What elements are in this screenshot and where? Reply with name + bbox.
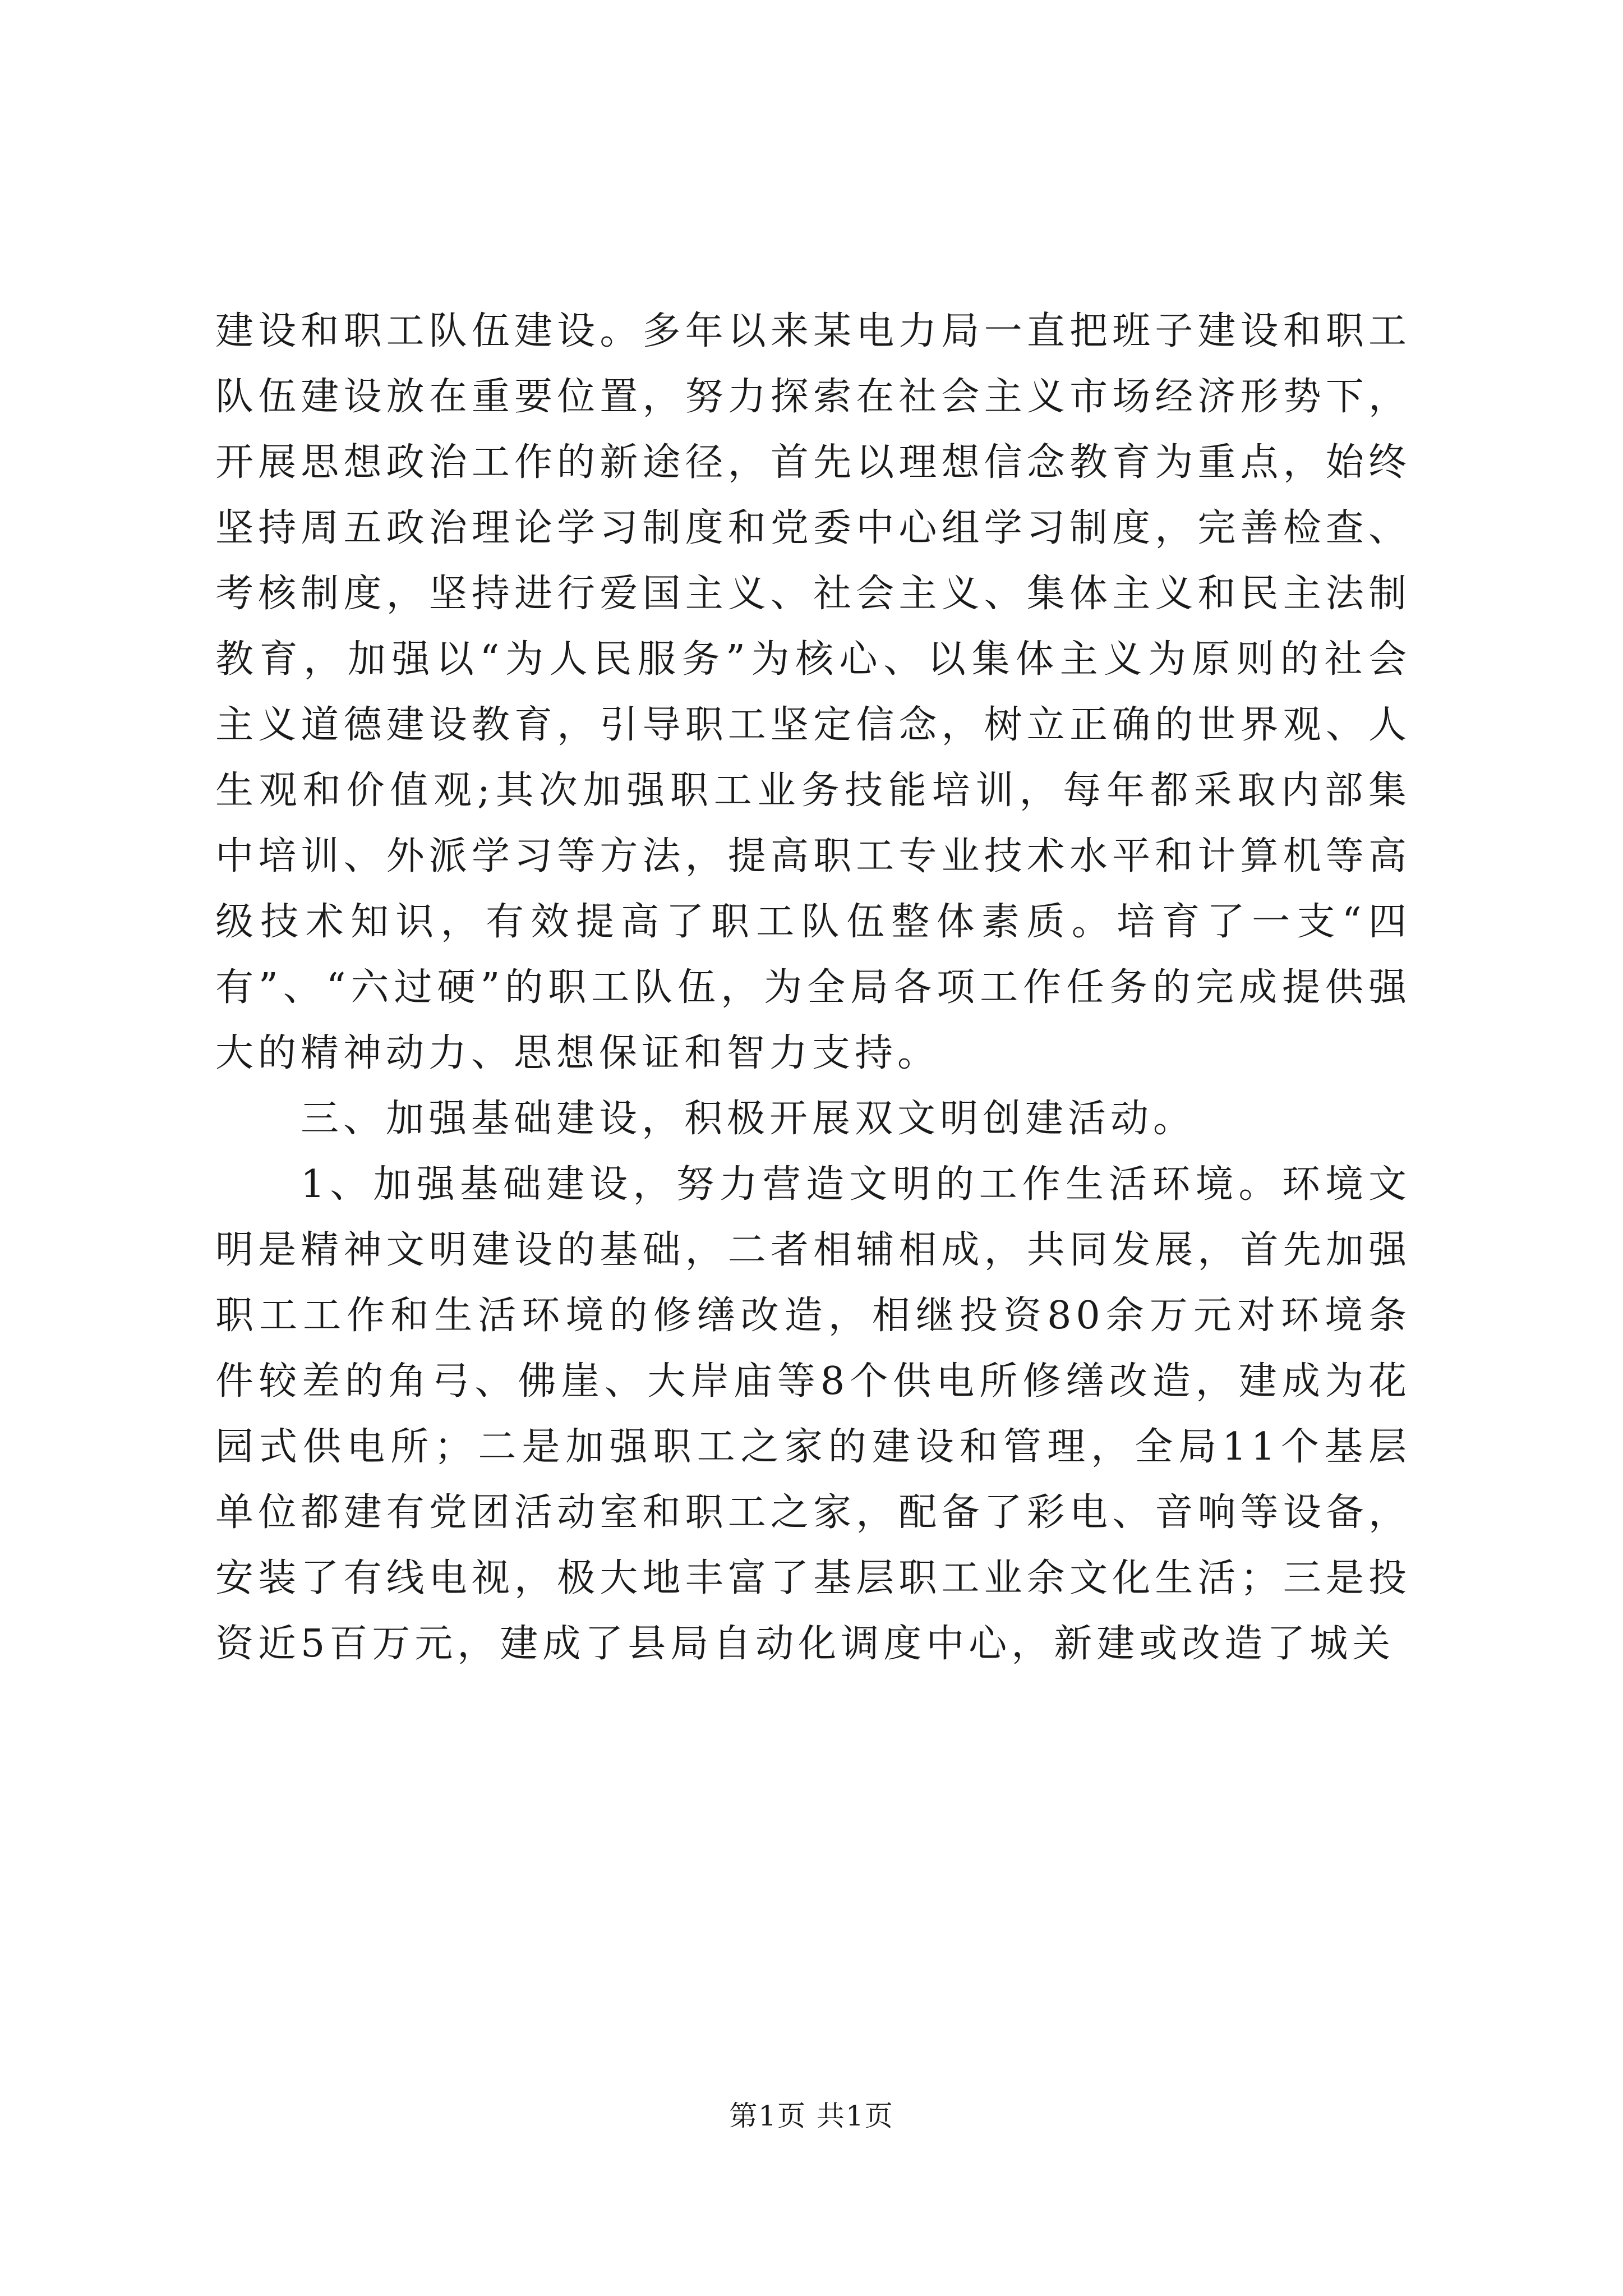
paragraph-continuation: 建设和职工队伍建设。多年以来某电力局一直把班子建设和职工队伍建设放在重要位置，努力探索在社会主义市场经济形势下，开展思想政治工作的新途径，首先以理想信念教育为重点，始终坚持周五政治理论学习制度和党委中心组学习制度，完善检查、考核制度，坚持进行爱国主义、社会主义、集体主义和民主法制教育，加强以“为人民服务”为核心、以集体主义为原则的社会主义道德建设教育，引导职工坚定信念，树立正确的世界观、人生观和价值观;其次加强职工业务技能培训，每年都采取内部集中培训、外派学习等方法，提高职工专业技术水平和计算机等高级技术知识，有效提高了职工队伍整体素质。培育了一支“四有”、“六过硬”的职工队伍，为全局各项工作任务的完成提供强大的精神动力、思想保证和智力支持。 [215,309,1411,1075]
page-number-footer: 第1页 共1页 [729,2100,894,2132]
paragraph-item-1: 1、加强基础建设，努力营造文明的工作生活环境。环境文明是精神文明建设的基础，二者相辅相成，共同发展，首先加强职工工作和生活环境的修缮改造，相继投资80余万元对环境条件较差的角弓、佛崖、大岸庙等8个供电所修缮改造，建成为花园式供电所；二是加强职工之家的建设和管理，全局11个基层单位都建有党团活动室和职工之家，配备了彩电、音响等设备，安装了有线电视，极大地丰富了基层职工业余文化生活；三是投资近5百万元，建成了县局自动化调度中心，新建或改造了城关 [215,1162,1411,1666]
section-heading-3: 三、加强基础建设，积极开展双文明创建活动。 [301,1097,1196,1141]
document-body [215,298,1411,1677]
